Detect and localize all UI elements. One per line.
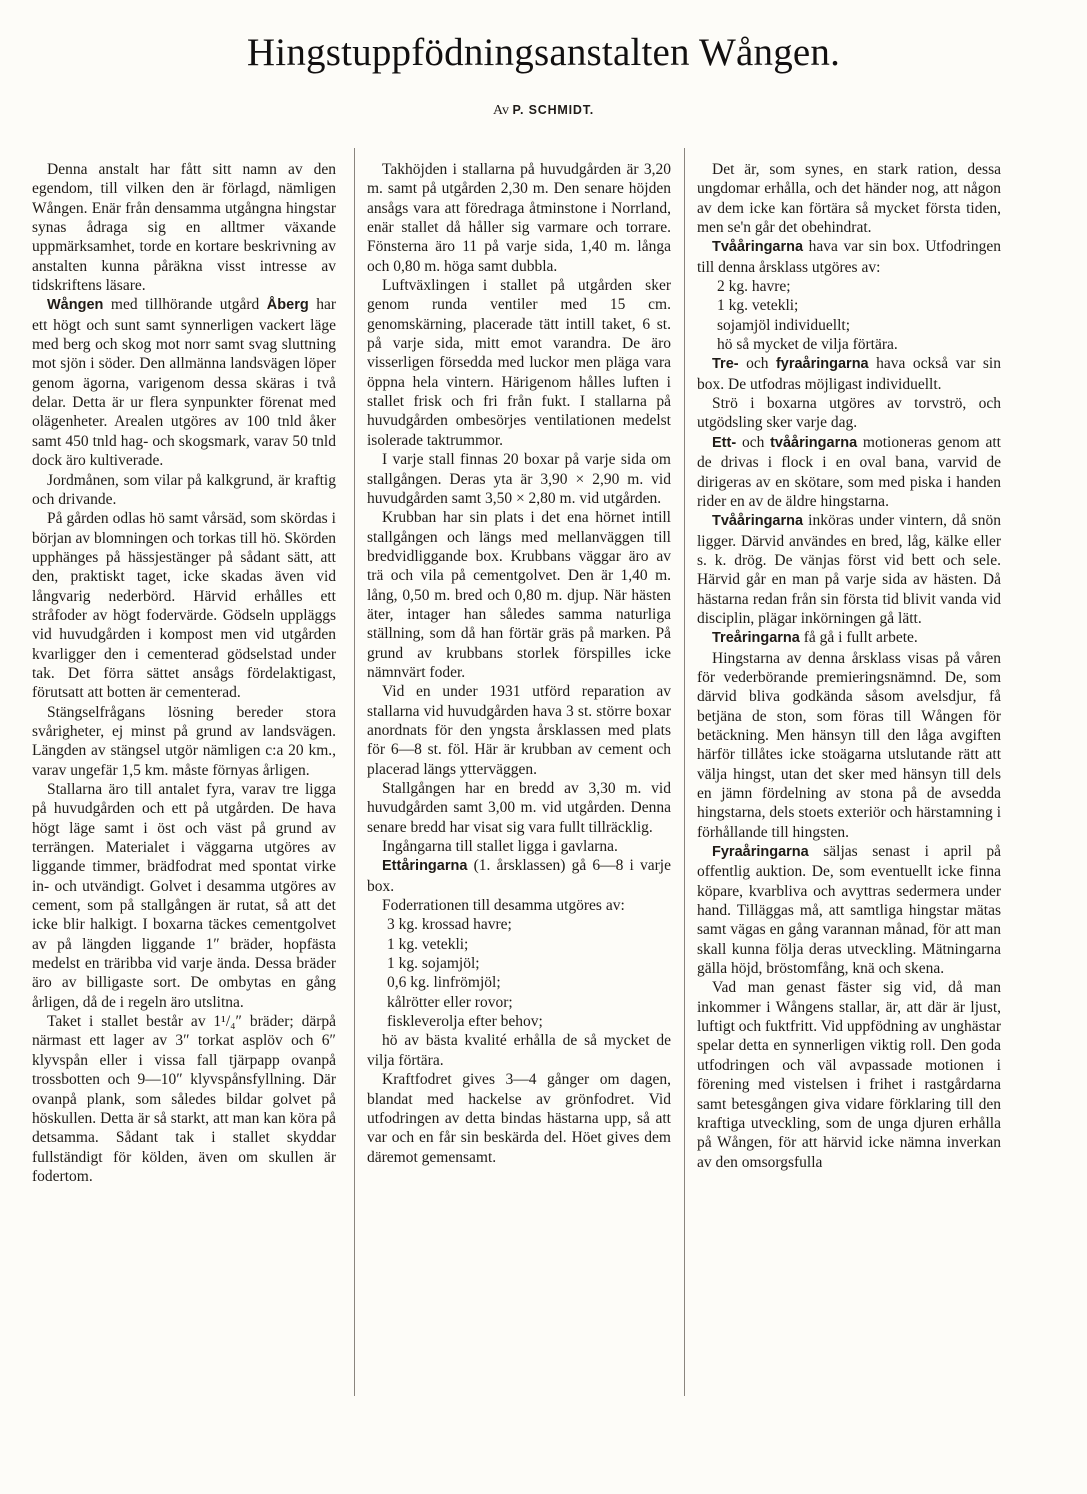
column-3 [697,160,1001,1172]
paragraph: Vad man genast fäster sig vid, då man inkommer i Wångens stallar, är, att där är ljust, luftigt och fuktfritt. Vid uppfödning av unghästar spelar detta en synnerligen viktig roll. Den goda utfodringen och väl avpassade motionen i förening med vistelsen i frihet i rastgårdarna samt betesgången giva vidare förklaring till den kraftiga utveckling, som de unga djuren erhålla på Wången, för att härvid icke nämna inverkan av den omsorgsfulla [697,979,1001,1171]
paragraph: Stängselfrågans lösning bereder stora svårigheter, ej minst på grund av landsvägen. Längden av stängsel utgör nämligen c:a 20 km., varav ungefär 1,5 km. måste förnyas årligen. [32,703,336,779]
paragraph [697,842,1001,978]
paragraph-text: motioneras genom att de drivas i flock i en oval bana, varvid de dirigeras av en skötare, som med piska i handen rider en av de äldre hingstarna. [697,433,1001,510]
paragraph: Denna anstalt har fått sitt namn av den egendom, till vilken den är förlagd, nämligen Wången. Enär från densamma utgångna hingstar synas ådraga sig en alltmer växande uppmärksamhet, torde en kortare beskrivning av anstalten kunna påräkna visst intresse av tidskriftens läsare. [32,161,336,295]
column-2 [367,160,671,1167]
bold-term: Treåringarna [712,630,800,647]
list-item: 3 kg. krossad havre; [387,916,512,934]
paragraph: Taket i stallet består av 1¹/₄″ bräder; därpå närmast ett lager av 3″ torkat asplöv och 6″ klyvspån eller i vissa fall tjärpapp ovanpå trossbotten och 9—10″ klyvspånsfyllning. Där ovanpå plank, som således bildar golvet på höskullen. Detta är så starkt, att man kan köra på detsamma. Sådant tak i stallet skyddar fullständigt för kölden, även om skullen är fodertom. [32,1013,336,1185]
bold-term: Tvååringarna [712,513,804,530]
paragraph [367,856,671,896]
paragraph: Vid en under 1931 utförd reparation av stallarna vid huvudgården hava 3 st. större boxar anordnats för den yngsta årsklassen med plats för 6—8 st. föl. Här är krubban av cement och placerad längs ytterväggen. [367,683,671,778]
list-item: 0,6 kg. linfrömjöl; [387,974,501,992]
feed-list [367,915,671,1031]
list-item: kålrötter eller rovor; [387,993,513,1011]
column-divider [684,148,685,1396]
bold-term: Fyraåringarna [712,844,809,861]
bold-term: Tre- [712,356,739,373]
feed-list [697,277,1001,354]
article-title: Hingstuppfödningsanstalten Wången. [246,31,841,74]
column-divider [354,148,355,1396]
paragraph: På gården odlas hö samt vårsäd, som skördas i början av blomningen och torkas till hö. Skörden upphänges på hässjestänger på sådant sätt, att den, praktiskt taget, icke skadas även vid långvarig nederbörd. Härvid erhålles ett stråfoder av högt fodervärde. Gödseln uppläggs vid huvudgården i kompost men vid utgården kvarligger den i cementerad gödselstad under tak. Det förra sättet ansågs fördelaktigast, förutsatt att botten är cementerad. [32,510,336,702]
bold-term: Tvååringarna [712,239,804,256]
paragraph-text: (1. årsklassen) gå 6—8 i varje box. [367,857,671,895]
paragraph: Foderrationen till desamma utgöres av: [382,897,625,915]
paragraph-text: hava också var sin box. De utfodras möjligast individuellt. [697,355,1001,393]
paragraph: hö av bästa kvalité erhålla de så mycket de vilja förtära. [367,1032,671,1069]
list-item: fiskleverolja efter behov; [387,1013,543,1031]
paragraph [697,628,1001,648]
paragraph [697,354,1001,394]
bold-term: Åberg [266,297,309,314]
paragraph-text: inköras under vintern, då snön ligger. Därvid användes en bred, låg, kälke eller s. k. drög. De vänjas först vid bett och sele. Härvid går en man på varje sida av hästen. Då hästarna redan från sin första tid blivit vanda vid disciplin, plägar inkörningen gå lätt. [697,512,1001,627]
paragraph: I varje stall finnas 20 boxar på varje sida om stallgången. Deras yta är 3,90 × 2,90 m. vid huvudgården samt 3,50 × 2,80 m. vid utgården. [367,451,671,507]
list-item: 1 kg. vetekli; [717,297,799,315]
column-1 [32,160,336,1186]
paragraph-text: med tillhörande utgård [103,296,267,314]
paragraph-text: och [736,433,771,451]
paragraph: Krubban har sin plats i det ena hörnet intill stallgången och längs med mellanväggen till bredvidliggande box. Krubbans väggar äro av trä och vila på cementgolvet. Den är 1,40 m. lång, 0,50 m. bred och 0,80 m. djup. När hästen äter, intager han således samma naturliga ställning, som då han förtär gräs på marken. På grund av krubbans storlek förspilles icke nämnvärt foder. [367,509,671,681]
paragraph-text: och [738,355,776,373]
paragraph [697,237,1001,277]
paragraph: Stallarna äro till antalet fyra, varav tre ligga på huvudgården och ett på utgården. De hava högt läge samt i öst och väst på grund av terrängen. Materialet i väggarna utgöres av liggande timmer, brädfodrat med spontat virke in- och utvändigt. Golvet i desamma utgöres av cement, som på stallgången är rutat, så att det icke blir halkigt. I boxarna täckes cementgolvet av på längden liggande 1″ bräder, hopfästa medelst en träribba vid varje ända. Dessa bräder äro av billigaste sort. De ombytas en gång årligen, då de i regeln äro utslitna. [32,781,336,1011]
paragraph: Kraftfodret gives 3—4 gånger om dagen, blandat med hackelse av grönfodret. Vid utfodringen av detta bindas hästarna upp, så att var och en får sin beskärda del. Höet gives dem däremot gemensamt. [367,1071,671,1166]
paragraph: Takhöjden i stallarna på huvudgården är 3,20 m. samt på utgården 2,30 m. Den senare höjden ansågs vara att föredraga åtminstone i Norrland, enär stallet då håller sig varmare och torrare. Fönsterna äro 11 på varje sida, 1,40 m. långa och 0,80 m. höga samt dubbla. [367,161,671,275]
paragraph-text: har ett högt och sunt samt synnerligen vackert läge med berg och skog mot norr samt svag sluttning mot sjön i söder. Den allmänna landsvägen löper genom ägorna, varigenom dessa skäras i två delar. Detta är ur flera synpunkter förenat med olägenheter. Arealen utgöres av 100 tnld åker samt 450 tnld hag- och skogsmark, varav 50 tnld dock äro kultiverade. [32,296,336,470]
paragraph: Stallgången har en bredd av 3,30 m. vid huvudgården samt 3,00 m. vid utgården. Denna senare bredd har visat sig vara fullt tillräcklig. [367,780,671,836]
paragraph: Luftväxlingen i stallet på utgården sker genom runda ventiler med 15 cm. genomskärning, placerade tätt intill taket, 6 st. på varje sida, mitt emot varandra. De äro visserligen försedda med luckor men pläga vara öppna hela vintern. Härigenom hålles luften i stallet frisk och fri från fukt. I stallarna på huvudgården ombesörjes ventilationen medelst isolerade taktrummor. [367,277,671,449]
list-item: 1 kg. vetekli; [387,935,469,953]
list-item: sojamjöl individuellt; [717,316,851,334]
bold-term: fyraåringarna [775,356,869,373]
paragraph: Det är, som synes, en stark ration, dessa ungdomar erhålla, och det händer nog, att någon av dem icke kan förtära så mycket första tiden, men se'n går det obehindrat. [697,161,1001,237]
paragraph [697,511,1001,628]
paragraph: Ingångarna till stallet ligga i gavlarna. [382,838,618,856]
paragraph: Hingstarna av denna årsklass visas på våren för vederbörande premieringsnämnd. De, som därvid bliva godkända såsom avelsdjur, få betjäna de ston, som föras till Wången för betäckning. Men hänsyn till den låga avgiften härför tillåtes icke stoägarna utslutande rätt att välja hingst, utan det sker med hänsyn till dels en jämn fördelning av stona på de avsedda hingstarna, dels stoets exteriör och härstamning i förhållande till hingsten. [697,649,1001,841]
author-name: P. SCHMIDT. [512,103,595,117]
byline [0,103,1087,119]
paragraph-text: hava var sin box. Utfodringen till denna årsklass utgöres av: [697,238,1001,276]
list-item: hö så mycket de vilja förtära. [717,336,898,354]
bold-term: Wången [47,297,104,314]
byline-prefix: Av [492,103,510,118]
bold-term: tvååringarna [770,434,858,451]
paragraph-text: säljas senast i april på offentlig auktion. De, som eventuellt icke finna köpare, kvarbliva och avyttras sedermera under hand. Tilläggas må, att samtliga hingstar mätas samt vägas en gång varannan månad, för att man skall kunna följa deras utveckling. Mätningarna gälla höjd, bröstomfång, knä och skena. [697,843,1001,978]
list-item: 1 kg. sojamjöl; [387,955,480,973]
bold-term: Ettåringarna [382,858,468,875]
paragraph: Strö i boxarna utgöres av torvströ, och utgödsling sker varje dag. [697,395,1001,432]
paragraph-text: få gå i fullt arbete. [799,629,918,647]
bold-term: Ett- [712,434,737,451]
paragraph: Jordmånen, som vilar på kalkgrund, är kraftig och drivande. [32,471,336,508]
paragraph [697,433,1001,511]
list-item: 2 kg. havre; [717,278,791,296]
paragraph [32,295,336,470]
